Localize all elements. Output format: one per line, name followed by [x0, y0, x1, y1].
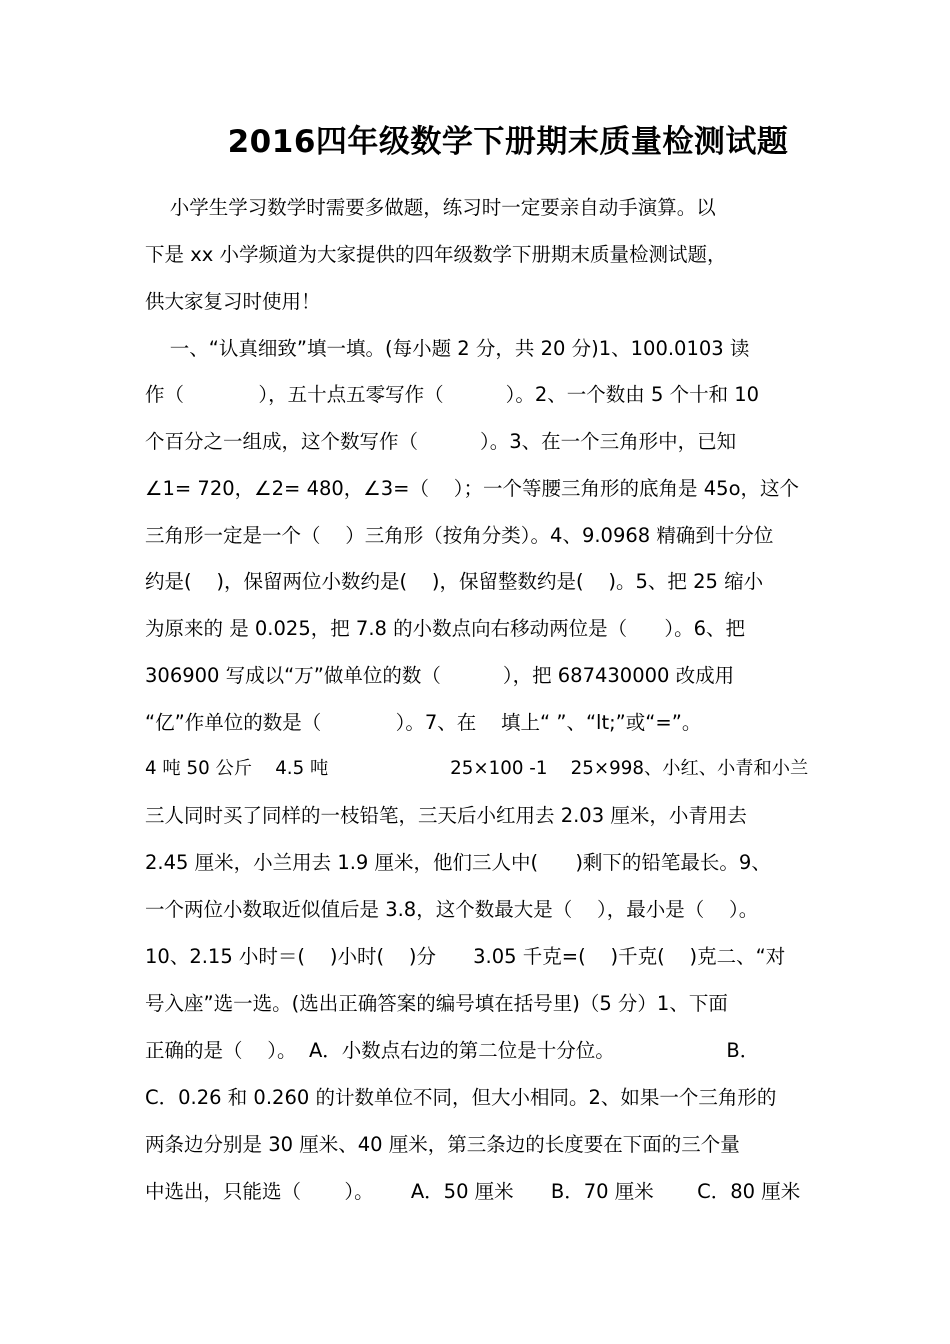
text-line: 三人同时买了同样的一枝铅笔，三天后小红用去 2.03 厘米，小青用去	[145, 804, 747, 827]
text-line: 一、“认真细致”填一填。(每小题 2 分，共 20 分)1、100.0103 读	[145, 337, 750, 360]
text-line: 正确的是（ ）。 A．小数点右边的第二位是十分位。 B．	[145, 1039, 760, 1062]
text-line: 下是 xx 小学频道为大家提供的四年级数学下册期末质量检测试题，	[145, 243, 727, 266]
text-line: 作（ ），五十点五零写作（ ）。2、一个数由 5 个十和 10	[145, 383, 760, 406]
text-line: 为原来的 是 0.025，把 7.8 的小数点向右移动两位是（ ）。6、把	[145, 617, 745, 640]
text-line: ∠1= 720，∠2= 480，∠3=（ ）；一个等腰三角形的底角是 45o，这个	[145, 477, 800, 500]
text-line: 供大家复习时使用！	[145, 290, 321, 313]
document-title: 2016四年级数学下册期末质量检测试题	[227, 124, 789, 160]
text-line: 中选出，只能选（ ）。 A．50 厘米 B．70 厘米 C．80 厘米	[145, 1180, 801, 1203]
text-line: 10、2.15 小时＝( )小时( )分 3.05 千克=( )千克( )克二、“对	[145, 945, 786, 968]
text-line: 两条边分别是 30 厘米、40 厘米，第三条边的长度要在下面的三个量	[145, 1133, 740, 1156]
text-line: 4 吨 50 公斤 4.5 吨 25×100 -1 25×998、小红、小青和小兰	[145, 758, 809, 779]
text-line: 个百分之一组成，这个数写作（ ）。3、在一个三角形中，已知	[145, 430, 737, 453]
text-line: 一个两位小数取近似值后是 3.8，这个数最大是（ ），最小是（ ）。	[145, 898, 759, 921]
text-line: C．0.26 和 0.260 的计数单位不同，但大小相同。2、如果一个三角形的	[145, 1086, 777, 1109]
text-line: 306900 写成以“万”做单位的数（ ），把 687430000 改成用	[145, 664, 735, 687]
text-line: “亿”作单位的数是（ ）。7、在 填上“ ”、“lt;”或“=”。	[145, 711, 702, 734]
text-line: 小学生学习数学时需要多做题，练习时一定要亲自动手演算。以	[145, 196, 716, 219]
text-line: 号入座”选一选。(选出正确答案的编号填在括号里)（5 分）1、下面	[145, 992, 728, 1015]
text-line: 约是( )，保留两位小数约是( )，保留整数约是( )。5、把 25 缩小	[145, 570, 764, 593]
text-line: 三角形一定是一个（ ）三角形（按角分类）。4、9.0968 精确到十分位	[145, 524, 774, 547]
text-line: 2.45 厘米，小兰用去 1.9 厘米，他们三人中( )剩下的铅笔最长。9、	[145, 851, 771, 874]
